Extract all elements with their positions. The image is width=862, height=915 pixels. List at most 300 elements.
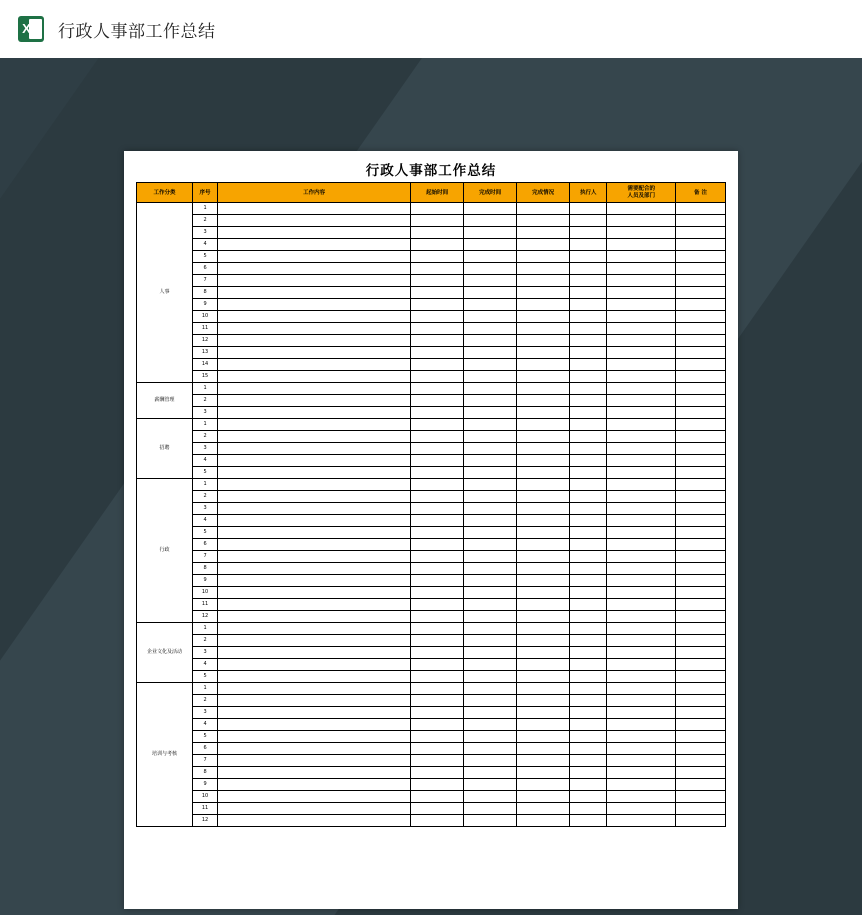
- cell-support[interactable]: [607, 683, 676, 695]
- cell-start_time[interactable]: [411, 455, 464, 467]
- cell-start_time[interactable]: [411, 647, 464, 659]
- cell-completion[interactable]: [517, 479, 570, 491]
- cell-remark[interactable]: [676, 767, 726, 779]
- cell-remark[interactable]: [676, 539, 726, 551]
- cell-completion[interactable]: [517, 323, 570, 335]
- cell-finish_time[interactable]: [464, 683, 517, 695]
- cell-start_time[interactable]: [411, 251, 464, 263]
- cell-start_time[interactable]: [411, 551, 464, 563]
- cell-finish_time[interactable]: [464, 311, 517, 323]
- cell-finish_time[interactable]: [464, 503, 517, 515]
- cell-remark[interactable]: [676, 647, 726, 659]
- cell-start_time[interactable]: [411, 407, 464, 419]
- cell-completion[interactable]: [517, 491, 570, 503]
- cell-owner[interactable]: [570, 623, 607, 635]
- cell-finish_time[interactable]: [464, 659, 517, 671]
- cell-finish_time[interactable]: [464, 287, 517, 299]
- cell-completion[interactable]: [517, 683, 570, 695]
- cell-content[interactable]: [217, 755, 410, 767]
- cell-owner[interactable]: [570, 443, 607, 455]
- cell-completion[interactable]: [517, 239, 570, 251]
- cell-start_time[interactable]: [411, 623, 464, 635]
- cell-content[interactable]: [217, 371, 410, 383]
- cell-owner[interactable]: [570, 239, 607, 251]
- cell-start_time[interactable]: [411, 491, 464, 503]
- cell-owner[interactable]: [570, 431, 607, 443]
- cell-owner[interactable]: [570, 527, 607, 539]
- cell-content[interactable]: [217, 323, 410, 335]
- cell-support[interactable]: [607, 479, 676, 491]
- cell-finish_time[interactable]: [464, 791, 517, 803]
- cell-content[interactable]: [217, 635, 410, 647]
- cell-owner[interactable]: [570, 263, 607, 275]
- cell-support[interactable]: [607, 815, 676, 827]
- cell-content[interactable]: [217, 731, 410, 743]
- cell-finish_time[interactable]: [464, 647, 517, 659]
- cell-content[interactable]: [217, 803, 410, 815]
- cell-completion[interactable]: [517, 275, 570, 287]
- cell-content[interactable]: [217, 335, 410, 347]
- cell-remark[interactable]: [676, 755, 726, 767]
- cell-content[interactable]: [217, 659, 410, 671]
- cell-owner[interactable]: [570, 347, 607, 359]
- cell-completion[interactable]: [517, 335, 570, 347]
- cell-finish_time[interactable]: [464, 491, 517, 503]
- cell-support[interactable]: [607, 383, 676, 395]
- cell-finish_time[interactable]: [464, 335, 517, 347]
- cell-completion[interactable]: [517, 503, 570, 515]
- cell-support[interactable]: [607, 767, 676, 779]
- cell-start_time[interactable]: [411, 263, 464, 275]
- cell-support[interactable]: [607, 239, 676, 251]
- cell-start_time[interactable]: [411, 791, 464, 803]
- cell-support[interactable]: [607, 251, 676, 263]
- cell-content[interactable]: [217, 383, 410, 395]
- cell-completion[interactable]: [517, 575, 570, 587]
- cell-remark[interactable]: [676, 263, 726, 275]
- cell-completion[interactable]: [517, 299, 570, 311]
- cell-remark[interactable]: [676, 371, 726, 383]
- cell-owner[interactable]: [570, 395, 607, 407]
- cell-owner[interactable]: [570, 755, 607, 767]
- cell-remark[interactable]: [676, 203, 726, 215]
- cell-remark[interactable]: [676, 299, 726, 311]
- cell-support[interactable]: [607, 539, 676, 551]
- cell-remark[interactable]: [676, 599, 726, 611]
- cell-completion[interactable]: [517, 251, 570, 263]
- cell-completion[interactable]: [517, 755, 570, 767]
- cell-start_time[interactable]: [411, 731, 464, 743]
- cell-finish_time[interactable]: [464, 227, 517, 239]
- cell-content[interactable]: [217, 623, 410, 635]
- cell-owner[interactable]: [570, 767, 607, 779]
- cell-finish_time[interactable]: [464, 587, 517, 599]
- cell-start_time[interactable]: [411, 719, 464, 731]
- cell-start_time[interactable]: [411, 299, 464, 311]
- cell-remark[interactable]: [676, 803, 726, 815]
- cell-completion[interactable]: [517, 803, 570, 815]
- cell-remark[interactable]: [676, 635, 726, 647]
- cell-start_time[interactable]: [411, 587, 464, 599]
- cell-content[interactable]: [217, 491, 410, 503]
- cell-content[interactable]: [217, 395, 410, 407]
- cell-completion[interactable]: [517, 395, 570, 407]
- cell-remark[interactable]: [676, 383, 726, 395]
- cell-start_time[interactable]: [411, 371, 464, 383]
- cell-completion[interactable]: [517, 551, 570, 563]
- cell-owner[interactable]: [570, 407, 607, 419]
- cell-support[interactable]: [607, 575, 676, 587]
- cell-remark[interactable]: [676, 791, 726, 803]
- cell-start_time[interactable]: [411, 767, 464, 779]
- cell-remark[interactable]: [676, 419, 726, 431]
- cell-finish_time[interactable]: [464, 671, 517, 683]
- cell-start_time[interactable]: [411, 683, 464, 695]
- cell-finish_time[interactable]: [464, 707, 517, 719]
- cell-remark[interactable]: [676, 467, 726, 479]
- cell-content[interactable]: [217, 227, 410, 239]
- cell-support[interactable]: [607, 323, 676, 335]
- cell-start_time[interactable]: [411, 515, 464, 527]
- cell-owner[interactable]: [570, 491, 607, 503]
- cell-remark[interactable]: [676, 359, 726, 371]
- cell-completion[interactable]: [517, 599, 570, 611]
- cell-support[interactable]: [607, 395, 676, 407]
- cell-owner[interactable]: [570, 563, 607, 575]
- cell-completion[interactable]: [517, 203, 570, 215]
- cell-remark[interactable]: [676, 563, 726, 575]
- cell-finish_time[interactable]: [464, 599, 517, 611]
- cell-remark[interactable]: [676, 323, 726, 335]
- cell-support[interactable]: [607, 671, 676, 683]
- cell-start_time[interactable]: [411, 395, 464, 407]
- cell-content[interactable]: [217, 743, 410, 755]
- cell-start_time[interactable]: [411, 359, 464, 371]
- cell-finish_time[interactable]: [464, 731, 517, 743]
- cell-start_time[interactable]: [411, 635, 464, 647]
- cell-completion[interactable]: [517, 443, 570, 455]
- cell-content[interactable]: [217, 479, 410, 491]
- cell-finish_time[interactable]: [464, 779, 517, 791]
- cell-remark[interactable]: [676, 503, 726, 515]
- cell-completion[interactable]: [517, 263, 570, 275]
- cell-support[interactable]: [607, 551, 676, 563]
- cell-content[interactable]: [217, 539, 410, 551]
- cell-finish_time[interactable]: [464, 347, 517, 359]
- cell-remark[interactable]: [676, 587, 726, 599]
- cell-finish_time[interactable]: [464, 251, 517, 263]
- cell-completion[interactable]: [517, 347, 570, 359]
- cell-owner[interactable]: [570, 419, 607, 431]
- cell-support[interactable]: [607, 731, 676, 743]
- cell-finish_time[interactable]: [464, 635, 517, 647]
- cell-finish_time[interactable]: [464, 755, 517, 767]
- cell-finish_time[interactable]: [464, 467, 517, 479]
- cell-remark[interactable]: [676, 251, 726, 263]
- cell-content[interactable]: [217, 791, 410, 803]
- cell-start_time[interactable]: [411, 239, 464, 251]
- cell-content[interactable]: [217, 203, 410, 215]
- cell-content[interactable]: [217, 611, 410, 623]
- cell-start_time[interactable]: [411, 755, 464, 767]
- cell-completion[interactable]: [517, 383, 570, 395]
- cell-owner[interactable]: [570, 803, 607, 815]
- cell-remark[interactable]: [676, 335, 726, 347]
- cell-start_time[interactable]: [411, 467, 464, 479]
- cell-support[interactable]: [607, 335, 676, 347]
- cell-owner[interactable]: [570, 779, 607, 791]
- cell-support[interactable]: [607, 347, 676, 359]
- cell-owner[interactable]: [570, 503, 607, 515]
- cell-remark[interactable]: [676, 515, 726, 527]
- cell-support[interactable]: [607, 467, 676, 479]
- cell-remark[interactable]: [676, 455, 726, 467]
- cell-completion[interactable]: [517, 467, 570, 479]
- cell-completion[interactable]: [517, 767, 570, 779]
- cell-completion[interactable]: [517, 311, 570, 323]
- cell-finish_time[interactable]: [464, 575, 517, 587]
- cell-completion[interactable]: [517, 731, 570, 743]
- cell-completion[interactable]: [517, 719, 570, 731]
- cell-completion[interactable]: [517, 743, 570, 755]
- cell-start_time[interactable]: [411, 803, 464, 815]
- cell-support[interactable]: [607, 311, 676, 323]
- cell-start_time[interactable]: [411, 539, 464, 551]
- cell-finish_time[interactable]: [464, 803, 517, 815]
- cell-finish_time[interactable]: [464, 407, 517, 419]
- cell-support[interactable]: [607, 443, 676, 455]
- cell-completion[interactable]: [517, 287, 570, 299]
- cell-remark[interactable]: [676, 671, 726, 683]
- cell-start_time[interactable]: [411, 275, 464, 287]
- cell-owner[interactable]: [570, 215, 607, 227]
- cell-finish_time[interactable]: [464, 395, 517, 407]
- cell-remark[interactable]: [676, 395, 726, 407]
- cell-start_time[interactable]: [411, 383, 464, 395]
- cell-remark[interactable]: [676, 479, 726, 491]
- cell-completion[interactable]: [517, 431, 570, 443]
- cell-owner[interactable]: [570, 719, 607, 731]
- cell-finish_time[interactable]: [464, 239, 517, 251]
- cell-remark[interactable]: [676, 707, 726, 719]
- cell-support[interactable]: [607, 263, 676, 275]
- cell-completion[interactable]: [517, 563, 570, 575]
- cell-support[interactable]: [607, 275, 676, 287]
- cell-start_time[interactable]: [411, 443, 464, 455]
- cell-content[interactable]: [217, 215, 410, 227]
- cell-owner[interactable]: [570, 743, 607, 755]
- cell-completion[interactable]: [517, 815, 570, 827]
- cell-support[interactable]: [607, 707, 676, 719]
- cell-start_time[interactable]: [411, 743, 464, 755]
- cell-support[interactable]: [607, 791, 676, 803]
- cell-remark[interactable]: [676, 287, 726, 299]
- cell-remark[interactable]: [676, 443, 726, 455]
- cell-remark[interactable]: [676, 227, 726, 239]
- cell-completion[interactable]: [517, 587, 570, 599]
- cell-support[interactable]: [607, 203, 676, 215]
- cell-remark[interactable]: [676, 779, 726, 791]
- cell-support[interactable]: [607, 611, 676, 623]
- cell-content[interactable]: [217, 671, 410, 683]
- cell-finish_time[interactable]: [464, 479, 517, 491]
- cell-owner[interactable]: [570, 383, 607, 395]
- cell-start_time[interactable]: [411, 599, 464, 611]
- cell-finish_time[interactable]: [464, 527, 517, 539]
- cell-content[interactable]: [217, 359, 410, 371]
- cell-start_time[interactable]: [411, 671, 464, 683]
- cell-start_time[interactable]: [411, 575, 464, 587]
- cell-remark[interactable]: [676, 551, 726, 563]
- cell-content[interactable]: [217, 551, 410, 563]
- cell-finish_time[interactable]: [464, 695, 517, 707]
- cell-finish_time[interactable]: [464, 443, 517, 455]
- cell-support[interactable]: [607, 659, 676, 671]
- cell-support[interactable]: [607, 743, 676, 755]
- cell-finish_time[interactable]: [464, 455, 517, 467]
- cell-owner[interactable]: [570, 251, 607, 263]
- cell-finish_time[interactable]: [464, 419, 517, 431]
- cell-remark[interactable]: [676, 623, 726, 635]
- cell-start_time[interactable]: [411, 611, 464, 623]
- cell-finish_time[interactable]: [464, 515, 517, 527]
- cell-remark[interactable]: [676, 215, 726, 227]
- cell-finish_time[interactable]: [464, 431, 517, 443]
- cell-start_time[interactable]: [411, 203, 464, 215]
- cell-owner[interactable]: [570, 539, 607, 551]
- cell-completion[interactable]: [517, 515, 570, 527]
- cell-finish_time[interactable]: [464, 611, 517, 623]
- cell-remark[interactable]: [676, 743, 726, 755]
- cell-completion[interactable]: [517, 671, 570, 683]
- cell-content[interactable]: [217, 815, 410, 827]
- cell-support[interactable]: [607, 803, 676, 815]
- cell-owner[interactable]: [570, 635, 607, 647]
- cell-content[interactable]: [217, 695, 410, 707]
- cell-remark[interactable]: [676, 683, 726, 695]
- cell-support[interactable]: [607, 287, 676, 299]
- cell-content[interactable]: [217, 347, 410, 359]
- cell-support[interactable]: [607, 455, 676, 467]
- cell-finish_time[interactable]: [464, 551, 517, 563]
- cell-completion[interactable]: [517, 647, 570, 659]
- cell-support[interactable]: [607, 215, 676, 227]
- cell-start_time[interactable]: [411, 347, 464, 359]
- cell-completion[interactable]: [517, 791, 570, 803]
- cell-start_time[interactable]: [411, 659, 464, 671]
- cell-support[interactable]: [607, 587, 676, 599]
- cell-start_time[interactable]: [411, 563, 464, 575]
- cell-support[interactable]: [607, 371, 676, 383]
- cell-remark[interactable]: [676, 407, 726, 419]
- cell-content[interactable]: [217, 455, 410, 467]
- cell-owner[interactable]: [570, 287, 607, 299]
- cell-completion[interactable]: [517, 695, 570, 707]
- cell-completion[interactable]: [517, 407, 570, 419]
- cell-remark[interactable]: [676, 347, 726, 359]
- cell-support[interactable]: [607, 647, 676, 659]
- cell-content[interactable]: [217, 311, 410, 323]
- cell-content[interactable]: [217, 779, 410, 791]
- cell-support[interactable]: [607, 779, 676, 791]
- cell-remark[interactable]: [676, 275, 726, 287]
- cell-support[interactable]: [607, 695, 676, 707]
- cell-start_time[interactable]: [411, 527, 464, 539]
- cell-start_time[interactable]: [411, 707, 464, 719]
- cell-support[interactable]: [607, 599, 676, 611]
- cell-content[interactable]: [217, 527, 410, 539]
- cell-completion[interactable]: [517, 707, 570, 719]
- cell-start_time[interactable]: [411, 215, 464, 227]
- cell-remark[interactable]: [676, 611, 726, 623]
- cell-support[interactable]: [607, 719, 676, 731]
- cell-owner[interactable]: [570, 335, 607, 347]
- cell-remark[interactable]: [676, 239, 726, 251]
- cell-owner[interactable]: [570, 707, 607, 719]
- cell-remark[interactable]: [676, 815, 726, 827]
- cell-completion[interactable]: [517, 215, 570, 227]
- cell-support[interactable]: [607, 527, 676, 539]
- cell-start_time[interactable]: [411, 287, 464, 299]
- cell-support[interactable]: [607, 515, 676, 527]
- cell-owner[interactable]: [570, 695, 607, 707]
- cell-support[interactable]: [607, 623, 676, 635]
- cell-completion[interactable]: [517, 359, 570, 371]
- cell-remark[interactable]: [676, 731, 726, 743]
- cell-owner[interactable]: [570, 455, 607, 467]
- cell-finish_time[interactable]: [464, 623, 517, 635]
- cell-completion[interactable]: [517, 419, 570, 431]
- cell-remark[interactable]: [676, 431, 726, 443]
- cell-content[interactable]: [217, 251, 410, 263]
- cell-finish_time[interactable]: [464, 299, 517, 311]
- cell-finish_time[interactable]: [464, 815, 517, 827]
- cell-start_time[interactable]: [411, 479, 464, 491]
- cell-remark[interactable]: [676, 311, 726, 323]
- cell-owner[interactable]: [570, 647, 607, 659]
- cell-content[interactable]: [217, 719, 410, 731]
- cell-support[interactable]: [607, 419, 676, 431]
- cell-finish_time[interactable]: [464, 263, 517, 275]
- cell-content[interactable]: [217, 467, 410, 479]
- cell-start_time[interactable]: [411, 227, 464, 239]
- cell-owner[interactable]: [570, 587, 607, 599]
- cell-owner[interactable]: [570, 599, 607, 611]
- cell-owner[interactable]: [570, 683, 607, 695]
- cell-owner[interactable]: [570, 227, 607, 239]
- cell-support[interactable]: [607, 431, 676, 443]
- cell-start_time[interactable]: [411, 335, 464, 347]
- cell-support[interactable]: [607, 755, 676, 767]
- cell-start_time[interactable]: [411, 419, 464, 431]
- cell-support[interactable]: [607, 635, 676, 647]
- cell-content[interactable]: [217, 407, 410, 419]
- cell-support[interactable]: [607, 299, 676, 311]
- cell-owner[interactable]: [570, 479, 607, 491]
- cell-owner[interactable]: [570, 323, 607, 335]
- cell-content[interactable]: [217, 647, 410, 659]
- cell-finish_time[interactable]: [464, 215, 517, 227]
- cell-finish_time[interactable]: [464, 203, 517, 215]
- cell-content[interactable]: [217, 419, 410, 431]
- cell-remark[interactable]: [676, 719, 726, 731]
- cell-support[interactable]: [607, 359, 676, 371]
- cell-content[interactable]: [217, 443, 410, 455]
- cell-remark[interactable]: [676, 695, 726, 707]
- cell-remark[interactable]: [676, 659, 726, 671]
- cell-support[interactable]: [607, 491, 676, 503]
- cell-start_time[interactable]: [411, 431, 464, 443]
